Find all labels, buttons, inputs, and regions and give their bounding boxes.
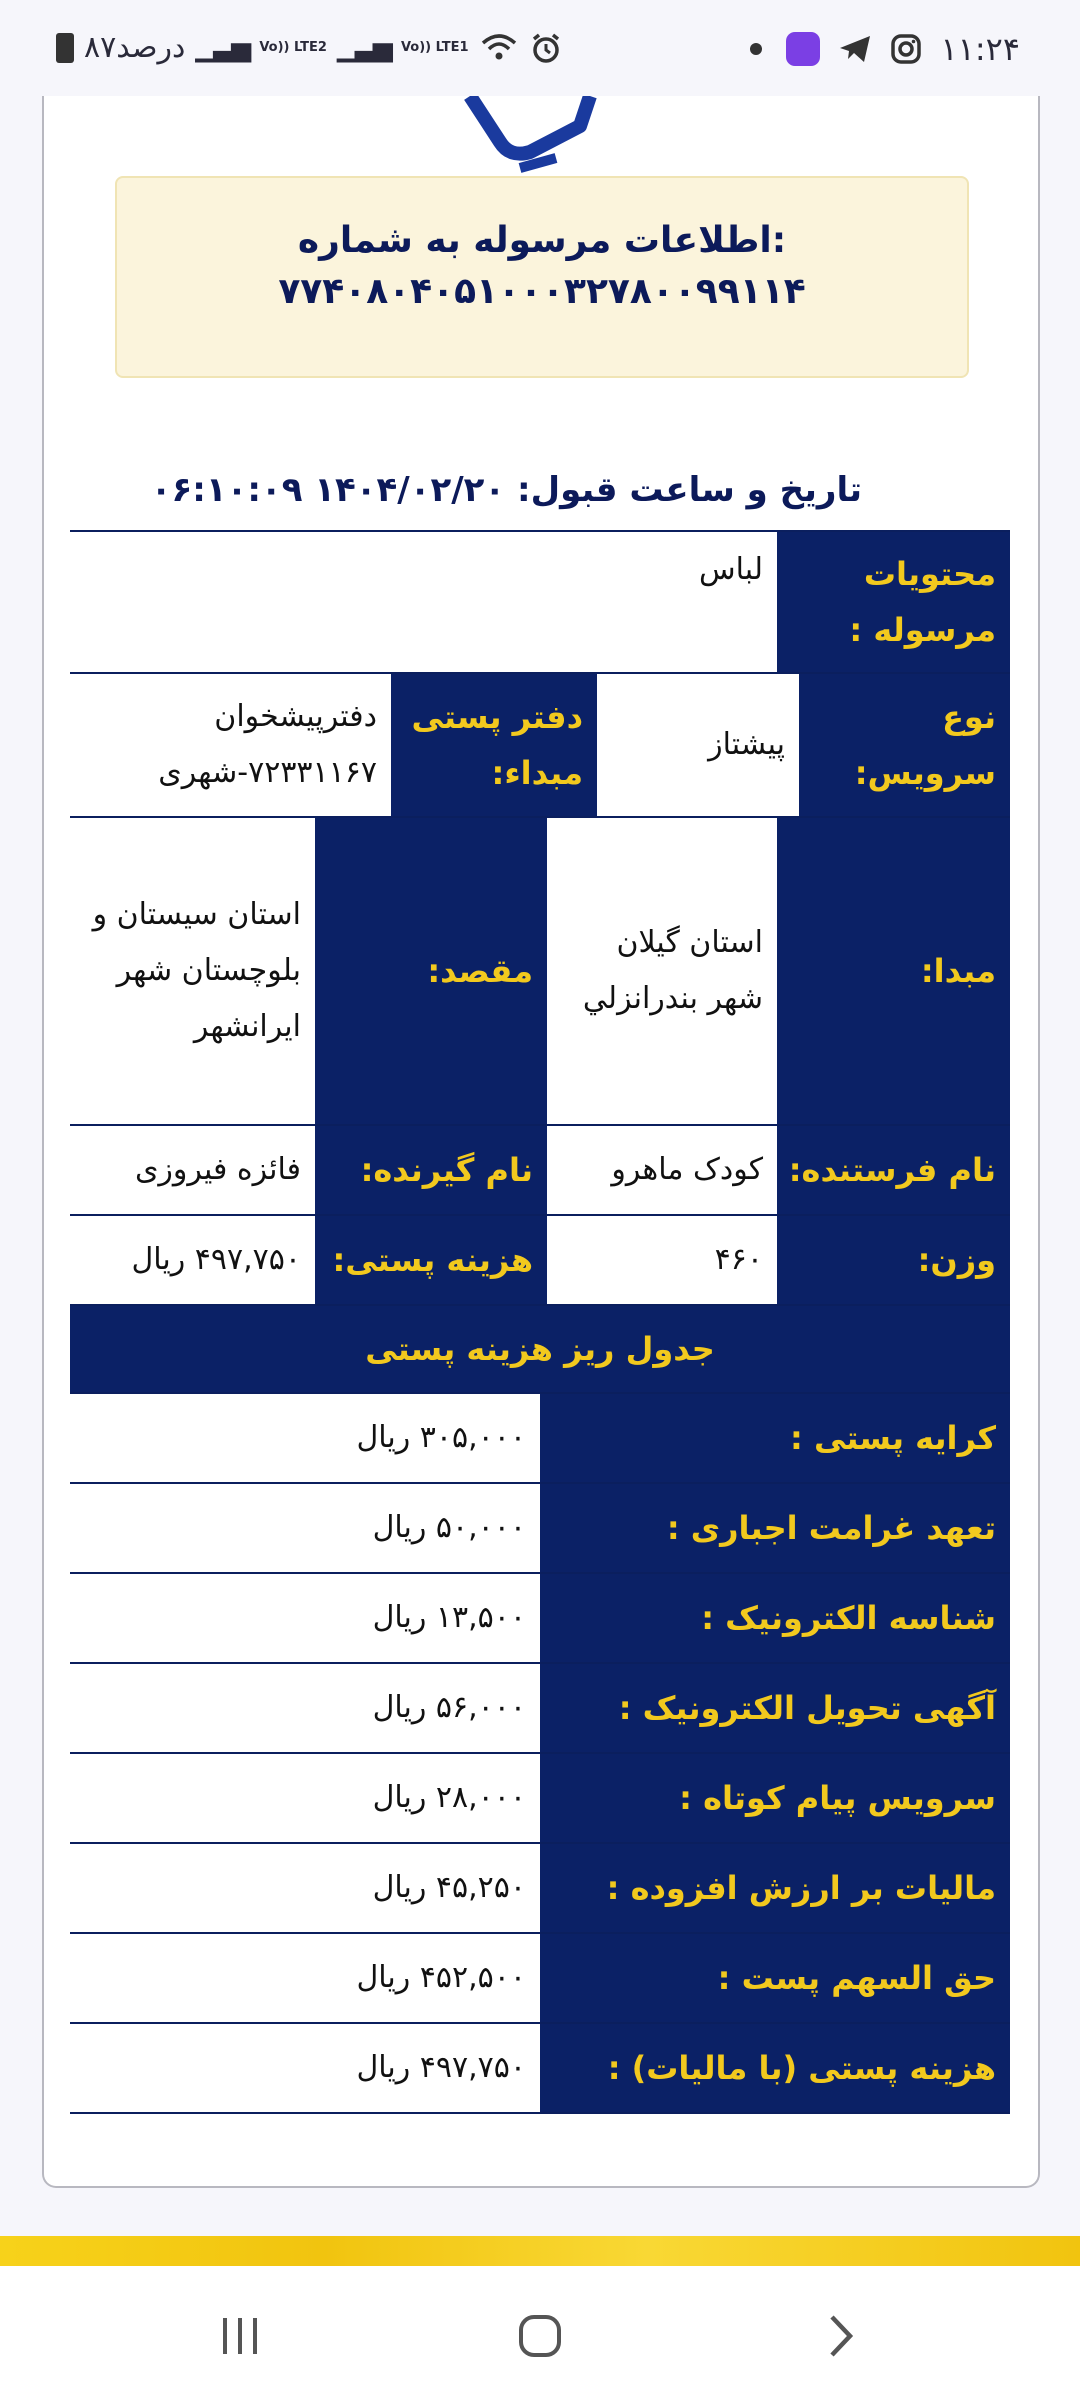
breakdown-row <box>70 1934 1010 2024</box>
postal-cost-label: هزینه پستی: <box>315 1216 547 1304</box>
breakdown-label: حق السهم پست : <box>540 1934 1010 2022</box>
weight-label: وزن: <box>777 1216 1010 1304</box>
sender-value: کودک ماهرو <box>547 1126 777 1214</box>
breakdown-row <box>70 1394 1010 1484</box>
telegram-icon <box>838 34 872 64</box>
origin-office-value: دفترپیشخوان ۷۲۳۳۱۱۶۷-شهری <box>70 674 391 816</box>
acceptance-label: تاریخ و ساعت قبول: <box>517 470 862 510</box>
breakdown-row <box>70 1664 1010 1754</box>
origin-office-label: دفتر پستی مبداء: <box>391 674 603 816</box>
breakdown-value: ۳۰۵,۰۰۰ ریال <box>70 1394 540 1482</box>
breakdown-title: جدول ریز هزینه پستی <box>70 1306 1010 1392</box>
signal-icon: ▁▃▅ <box>195 32 250 63</box>
service-type-label: نوع سرویس: <box>799 674 1010 816</box>
table-row <box>70 530 1010 674</box>
contents-value: لباس <box>70 532 777 672</box>
breakdown-label: سرویس پیام کوتاه : <box>540 1754 1010 1842</box>
sim2-label: Vo)) LTE2 <box>259 39 327 55</box>
weight-value: ۴۶۰ <box>547 1216 777 1304</box>
battery-text: ۸۷درصد <box>84 30 186 65</box>
breakdown-label: شناسه الکترونیک : <box>540 1574 1010 1662</box>
breakdown-value: ۲۸,۰۰۰ ریال <box>70 1754 540 1842</box>
breakdown-row <box>70 1574 1010 1664</box>
sim1-label: Vo)) LTE1 <box>400 39 469 55</box>
instagram-icon <box>890 33 922 65</box>
home-icon <box>516 2312 564 2360</box>
navigation-bar <box>0 2266 1080 2400</box>
notification-dot <box>750 43 762 55</box>
postal-cost-value: ۴۹۷,۷۵۰ ریال <box>70 1216 315 1304</box>
breakdown-row <box>70 1754 1010 1844</box>
recent-apps-button[interactable] <box>210 2306 270 2366</box>
service-type-value: پیشتاز <box>603 674 799 816</box>
signal-icon: ▁▃▅ <box>336 32 391 63</box>
table-row <box>70 1306 1010 1394</box>
sender-label: نام فرستنده: <box>777 1126 1010 1214</box>
breakdown-label: هزینه پستی (با مالیات) : <box>540 2024 1010 2112</box>
origin-value: استان گیلان شهر بندرانزلي <box>547 818 777 1124</box>
status-bar <box>0 0 1080 96</box>
breakdown-label: کرایه پستی : <box>540 1394 1010 1482</box>
back-button[interactable] <box>810 2306 870 2366</box>
acceptance-value: ۱۴۰۴/۰۲/۲۰ ۰۶:۱۰:۰۹ <box>150 470 506 510</box>
recent-apps-icon <box>215 2314 265 2358</box>
destination-value: استان سیستان و بلوچستان شهر ایرانشهر <box>70 818 315 1124</box>
breakdown-label: مالیات بر ارزش افزوده : <box>540 1844 1010 1932</box>
breakdown-row <box>70 1844 1010 1934</box>
destination-label: مقصد: <box>315 818 547 1124</box>
table-row <box>70 674 1010 818</box>
tracking-number: ۷۷۴۰۸۰۴۰۵۱۰۰۰۳۲۷۸۰۰۹۹۱۱۴ <box>278 271 806 312</box>
battery-icon <box>56 33 74 63</box>
breakdown-row <box>70 1484 1010 1574</box>
breakdown-label: تعهد غرامت اجباری : <box>540 1484 1010 1572</box>
receiver-value: فائزه فیروزی <box>70 1126 315 1214</box>
breakdown-value: ۵۶,۰۰۰ ریال <box>70 1664 540 1752</box>
post-logo <box>460 96 610 176</box>
breakdown-value: ۱۳,۵۰۰ ریال <box>70 1574 540 1662</box>
decorative-band <box>0 2236 1080 2266</box>
wifi-icon <box>479 33 519 63</box>
shipment-table <box>70 530 1010 2114</box>
breakdown-row <box>70 2024 1010 2114</box>
info-title: اطلاعات مرسوله به شماره: <box>297 220 787 261</box>
breakdown-value: ۴۹۷,۷۵۰ ریال <box>70 2024 540 2112</box>
acceptance-datetime <box>151 470 862 510</box>
breakdown-value: ۴۵,۲۵۰ ریال <box>70 1844 540 1932</box>
table-row <box>70 1216 1010 1306</box>
breakdown-value: ۵۰,۰۰۰ ریال <box>70 1484 540 1572</box>
back-icon <box>820 2311 860 2361</box>
origin-label: مبدا: <box>777 818 1010 1124</box>
table-row <box>70 1126 1010 1216</box>
table-row <box>70 818 1010 1126</box>
breakdown-rows <box>70 1394 1010 2114</box>
breakdown-label: آگهی تحویل الکترونیک : <box>540 1664 1010 1752</box>
contents-label: محتویات مرسوله : <box>777 532 1010 672</box>
alarm-icon <box>529 31 563 65</box>
clock: ۱۱:۲۴ <box>940 30 1020 68</box>
receiver-label: نام گیرنده: <box>315 1126 547 1214</box>
shipment-info-box <box>115 176 969 378</box>
app-icon <box>786 32 820 66</box>
home-button[interactable] <box>510 2306 570 2366</box>
breakdown-value: ۴۵۲,۵۰۰ ریال <box>70 1934 540 2022</box>
